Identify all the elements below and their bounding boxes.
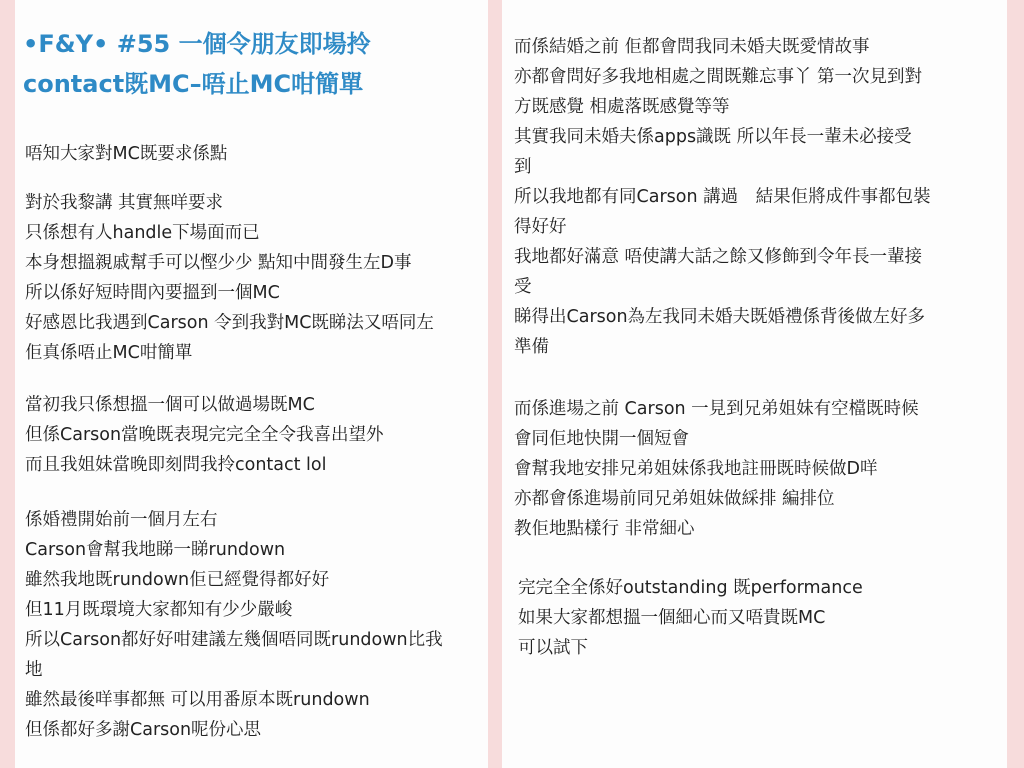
text-line: Carson會幫我地睇一睇rundown <box>25 540 286 560</box>
text-line: 會同佢地快開一個短會 <box>514 429 689 449</box>
paragraph <box>518 573 863 663</box>
intro-paragraph <box>25 139 227 169</box>
text-line: 如果大家都想搵一個細心而又唔貴既MC <box>518 608 826 628</box>
text-line: 亦都會係進場前同兄弟姐妹做綵排 編排位 <box>514 489 835 509</box>
title-line: •F&Y• #55 一個令朋友即場拎 <box>23 30 371 58</box>
text-line: 睇得出Carson為左我同未婚夫既婚禮係背後做左好多 <box>514 307 926 327</box>
paragraph <box>25 390 384 480</box>
paragraph <box>514 394 919 544</box>
text-line: 地 <box>25 660 43 680</box>
text-line: 而係進場之前 Carson 一見到兄弟姐妹有空檔既時候 <box>514 399 919 419</box>
text-line: 而係結婚之前 佢都會問我同未婚夫既愛情故事 <box>514 37 870 57</box>
text-line: 得好好 <box>514 217 567 237</box>
text-line: 可以試下 <box>518 638 588 658</box>
text-line: 會幫我地安排兄弟姐妹係我地註冊既時候做D咩 <box>514 459 878 479</box>
text-line: 唔知大家對MC既要求係點 <box>25 144 228 164</box>
text-line: 對於我黎講 其實無咩要求 <box>25 193 224 213</box>
text-line: 到 <box>514 157 532 177</box>
text-line: 佢真係唔止MC咁簡單 <box>25 343 193 363</box>
text-line: 所以係好短時間內要搵到一個MC <box>25 283 280 303</box>
text-line: 準備 <box>514 337 549 357</box>
text-line: 其實我同未婚夫係apps識既 所以年長一輩未必接受 <box>514 127 912 147</box>
text-line: 當初我只係想搵一個可以做過場既MC <box>25 395 315 415</box>
text-line: 我地都好滿意 唔使講大話之餘又修飾到令年長一輩接 <box>514 247 923 267</box>
title-line: contact既MC–唔止MC咁簡單 <box>23 70 364 98</box>
text-line: 所以我地都有同Carson 講過 結果佢將成件事都包裝 <box>514 187 931 207</box>
text-line: 但係Carson當晚既表現完完全全令我喜出望外 <box>25 425 384 445</box>
text-line: 所以Carson都好好咁建議左幾個唔同既rundown比我 <box>25 630 443 650</box>
paragraph <box>514 32 931 362</box>
text-line: 但係都好多謝Carson呢份心思 <box>25 720 262 740</box>
left-page <box>15 0 488 768</box>
right-page <box>502 0 1007 768</box>
text-line: 本身想搵親戚幫手可以慳少少 點知中間發生左D事 <box>25 253 412 273</box>
text-line: 亦都會問好多我地相處之間既難忘事丫 第一次見到對 <box>514 67 923 87</box>
text-line: 係婚禮開始前一個月左右 <box>25 510 218 530</box>
text-line: 好感恩比我遇到Carson 令到我對MC既睇法又唔同左 <box>25 313 434 333</box>
text-line: 只係想有人handle下場面而已 <box>25 223 260 243</box>
paragraph <box>25 188 434 368</box>
text-line: 雖然最後咩事都無 可以用番原本既rundown <box>25 690 370 710</box>
text-line: 但11月既環境大家都知有少少嚴峻 <box>25 600 293 620</box>
text-line: 而且我姐妹當晚即刻問我拎contact lol <box>25 455 327 475</box>
post-title <box>23 24 483 104</box>
text-line: 完完全全係好outstanding 既performance <box>518 578 863 598</box>
paragraph <box>25 505 443 745</box>
text-line: 雖然我地既rundown佢已經覺得都好好 <box>25 570 330 590</box>
text-line: 教佢地點樣行 非常細心 <box>514 519 695 539</box>
text-line: 方既感覺 相處落既感覺等等 <box>514 97 730 117</box>
text-line: 受 <box>514 277 532 297</box>
